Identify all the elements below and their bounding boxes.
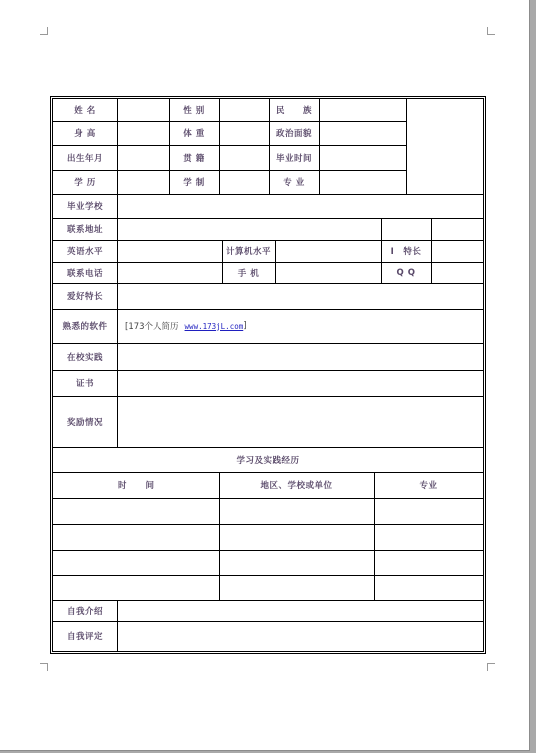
corner-mark <box>40 663 48 671</box>
experience-place-cell[interactable] <box>219 498 374 524</box>
awards-field[interactable] <box>117 396 483 447</box>
address-extra-cell[interactable] <box>381 218 431 240</box>
weight-label: 体 重 <box>183 129 205 139</box>
website-link[interactable]: www.173jL.com <box>184 321 244 331</box>
mobile-field[interactable] <box>275 262 381 283</box>
self-eval-field[interactable] <box>117 621 483 651</box>
experience-title: 学习及实践经历 <box>236 455 300 466</box>
self-intro-field[interactable] <box>117 600 483 621</box>
school-label: 毕业学校 <box>66 202 103 212</box>
political-label: 政治面貌 <box>275 129 312 139</box>
height-field[interactable] <box>117 121 169 145</box>
major-field[interactable] <box>319 170 406 194</box>
computer-field[interactable] <box>275 240 381 262</box>
political-field[interactable] <box>319 121 406 145</box>
practice-field[interactable] <box>117 343 483 370</box>
phone-field[interactable] <box>117 262 222 283</box>
self-intro-label: 自我介绍 <box>66 606 103 617</box>
education-field[interactable] <box>117 170 169 194</box>
school-field[interactable] <box>117 194 483 218</box>
qq-field[interactable] <box>431 262 483 283</box>
experience-major-cell[interactable] <box>374 498 483 524</box>
software-value-suffix: ] <box>243 321 247 331</box>
education-label: 学 历 <box>74 178 96 188</box>
gender-label: 性 别 <box>183 106 205 116</box>
english-label: 英语水平 <box>66 247 103 257</box>
address-label: 联系地址 <box>66 225 103 235</box>
practice-label: 在校实践 <box>66 352 103 363</box>
experience-place-cell[interactable] <box>219 550 374 575</box>
experience-col-major: 专业 <box>419 481 438 491</box>
specialty-label: Ⅰ 特长 <box>390 247 422 257</box>
qq-label: Q Q <box>396 267 416 278</box>
experience-place-cell[interactable] <box>219 524 374 550</box>
software-label: 熟悉的软件 <box>62 322 108 332</box>
corner-mark <box>487 663 495 671</box>
certificate-label: 证书 <box>75 379 94 389</box>
hobbies-label: 爱好特长 <box>66 292 103 302</box>
experience-major-cell[interactable] <box>374 524 483 550</box>
experience-col-place: 地区、学校或单位 <box>260 481 333 491</box>
self-eval-label: 自我评定 <box>66 632 103 642</box>
ethnicity-field[interactable] <box>319 99 406 121</box>
major-label: 专 业 <box>283 178 305 188</box>
resume-form-table <box>50 96 486 654</box>
experience-col-time: 时 间 <box>118 481 162 491</box>
address-field[interactable] <box>117 218 381 240</box>
origin-field[interactable] <box>219 145 269 170</box>
hobbies-field[interactable] <box>117 283 483 309</box>
specialty-field[interactable] <box>431 240 483 262</box>
birth-label: 出生年月 <box>66 153 103 164</box>
birth-field[interactable] <box>117 145 169 170</box>
software-value-prefix: [173个人简历 <box>125 322 179 332</box>
experience-time-cell[interactable] <box>53 575 219 600</box>
schooling-label: 学 制 <box>183 178 205 188</box>
name-field[interactable] <box>117 99 169 121</box>
experience-time-cell[interactable] <box>53 550 219 575</box>
corner-mark <box>40 27 48 35</box>
schooling-field[interactable] <box>219 170 269 194</box>
grad-time-label: 毕业时间 <box>275 153 312 164</box>
name-label: 姓 名 <box>74 106 96 116</box>
photo-area[interactable] <box>406 99 483 194</box>
address-extra-cell[interactable] <box>431 218 483 240</box>
experience-time-cell[interactable] <box>53 498 219 524</box>
origin-label: 贯 籍 <box>183 153 205 164</box>
computer-label: 计算机水平 <box>225 247 271 257</box>
software-field[interactable] <box>117 309 483 343</box>
gender-field[interactable] <box>219 99 269 121</box>
grad-time-field[interactable] <box>319 145 406 170</box>
experience-place-cell[interactable] <box>219 575 374 600</box>
experience-major-cell[interactable] <box>374 575 483 600</box>
english-field[interactable] <box>117 240 222 262</box>
experience-time-cell[interactable] <box>53 524 219 550</box>
experience-major-cell[interactable] <box>374 550 483 575</box>
ethnicity-label: 民 族 <box>275 106 312 116</box>
weight-field[interactable] <box>219 121 269 145</box>
awards-label: 奖励情况 <box>66 417 103 428</box>
certificate-field[interactable] <box>117 370 483 396</box>
height-label: 身 高 <box>74 129 96 139</box>
mobile-label: 手 机 <box>237 268 260 279</box>
corner-mark <box>487 27 495 35</box>
phone-label: 联系电话 <box>66 268 103 279</box>
